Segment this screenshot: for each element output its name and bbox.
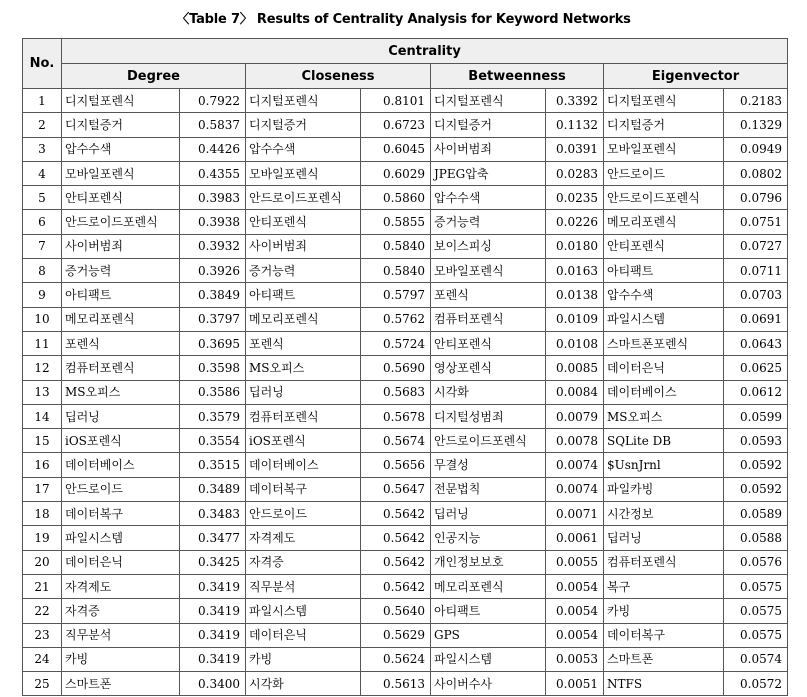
betweenness-keyword: 딥러닝 xyxy=(431,502,546,526)
closeness-keyword: MS오피스 xyxy=(246,356,361,380)
eigenvector-keyword: 카빙 xyxy=(604,599,724,623)
eigenvector-value: 0.0703 xyxy=(724,283,788,307)
degree-value: 0.3849 xyxy=(180,283,246,307)
betweenness-keyword: JPEG압축 xyxy=(431,161,546,185)
betweenness-value: 0.0085 xyxy=(546,356,604,380)
degree-keyword: 증거능력 xyxy=(62,259,180,283)
eigenvector-keyword: 메모리포렌식 xyxy=(604,210,724,234)
betweenness-value: 0.0054 xyxy=(546,599,604,623)
row-number: 22 xyxy=(23,599,62,623)
eigenvector-keyword: 안드로이드 xyxy=(604,161,724,185)
betweenness-value: 0.0108 xyxy=(546,331,604,355)
closeness-value: 0.6045 xyxy=(361,137,431,161)
closeness-value: 0.5656 xyxy=(361,453,431,477)
eigenvector-value: 0.1329 xyxy=(724,113,788,137)
eigenvector-value: 0.0711 xyxy=(724,259,788,283)
row-number: 6 xyxy=(23,210,62,234)
degree-keyword: 디지털증거 xyxy=(62,113,180,137)
closeness-keyword: 직무분석 xyxy=(246,574,361,598)
eigenvector-value: 0.0599 xyxy=(724,404,788,428)
degree-keyword: 디지털포렌식 xyxy=(62,89,180,113)
degree-keyword: MS오피스 xyxy=(62,380,180,404)
betweenness-keyword: 압수수색 xyxy=(431,186,546,210)
betweenness-keyword: 메모리포렌식 xyxy=(431,574,546,598)
betweenness-value: 0.0053 xyxy=(546,647,604,671)
row-number: 21 xyxy=(23,574,62,598)
table-row xyxy=(23,186,788,210)
eigenvector-keyword: 스마트폰 xyxy=(604,647,724,671)
degree-keyword: 아티팩트 xyxy=(62,283,180,307)
row-number: 14 xyxy=(23,404,62,428)
betweenness-value: 0.0283 xyxy=(546,161,604,185)
closeness-value: 0.5624 xyxy=(361,647,431,671)
eigenvector-value: 0.0575 xyxy=(724,574,788,598)
closeness-value: 0.6723 xyxy=(361,113,431,137)
betweenness-value: 0.0054 xyxy=(546,623,604,647)
degree-value: 0.7922 xyxy=(180,89,246,113)
betweenness-keyword: 디지털포렌식 xyxy=(431,89,546,113)
degree-keyword: 안티포렌식 xyxy=(62,186,180,210)
row-number: 16 xyxy=(23,453,62,477)
closeness-keyword: 안드로이드포렌식 xyxy=(246,186,361,210)
betweenness-keyword: 디지털성범죄 xyxy=(431,404,546,428)
row-number: 23 xyxy=(23,623,62,647)
closeness-value: 0.5724 xyxy=(361,331,431,355)
betweenness-keyword: 증거능력 xyxy=(431,210,546,234)
eigenvector-value: 0.0575 xyxy=(724,623,788,647)
betweenness-keyword: GPS xyxy=(431,623,546,647)
degree-value: 0.3419 xyxy=(180,574,246,598)
closeness-keyword: 증거능력 xyxy=(246,259,361,283)
degree-keyword: 파일시스템 xyxy=(62,526,180,550)
eigenvector-keyword: 데이터복구 xyxy=(604,623,724,647)
degree-keyword: 데이터은닉 xyxy=(62,550,180,574)
closeness-value: 0.5642 xyxy=(361,550,431,574)
header-betweenness: Betweenness xyxy=(431,64,604,89)
table-row xyxy=(23,380,788,404)
table-row xyxy=(23,574,788,598)
table-row xyxy=(23,526,788,550)
degree-value: 0.3477 xyxy=(180,526,246,550)
betweenness-value: 0.0074 xyxy=(546,453,604,477)
betweenness-keyword: 안드로이드포렌식 xyxy=(431,429,546,453)
row-number: 19 xyxy=(23,526,62,550)
row-number: 18 xyxy=(23,502,62,526)
degree-value: 0.3419 xyxy=(180,623,246,647)
closeness-keyword: 디지털증거 xyxy=(246,113,361,137)
eigenvector-value: 0.0588 xyxy=(724,526,788,550)
row-number: 7 xyxy=(23,234,62,258)
degree-keyword: 데이터복구 xyxy=(62,502,180,526)
row-number: 17 xyxy=(23,477,62,501)
table-row xyxy=(23,331,788,355)
closeness-value: 0.5840 xyxy=(361,259,431,283)
betweenness-value: 0.0051 xyxy=(546,672,604,696)
degree-value: 0.3695 xyxy=(180,331,246,355)
row-number: 10 xyxy=(23,307,62,331)
closeness-value: 0.5642 xyxy=(361,526,431,550)
eigenvector-keyword: 디지털포렌식 xyxy=(604,89,724,113)
betweenness-value: 0.0071 xyxy=(546,502,604,526)
closeness-keyword: 카빙 xyxy=(246,647,361,671)
eigenvector-keyword: 아티팩트 xyxy=(604,259,724,283)
table-row xyxy=(23,283,788,307)
table-row xyxy=(23,161,788,185)
closeness-keyword: 포렌식 xyxy=(246,331,361,355)
eigenvector-value: 0.0796 xyxy=(724,186,788,210)
table-row xyxy=(23,647,788,671)
eigenvector-keyword: 안드로이드포렌식 xyxy=(604,186,724,210)
eigenvector-keyword: SQLite DB xyxy=(604,429,724,453)
closeness-value: 0.5855 xyxy=(361,210,431,234)
degree-keyword: 안드로이드 xyxy=(62,477,180,501)
betweenness-value: 0.0391 xyxy=(546,137,604,161)
header-eigenvector: Eigenvector xyxy=(604,64,788,89)
closeness-keyword: 데이터은닉 xyxy=(246,623,361,647)
closeness-keyword: 자격증 xyxy=(246,550,361,574)
closeness-keyword: 사이버범죄 xyxy=(246,234,361,258)
eigenvector-value: 0.0691 xyxy=(724,307,788,331)
closeness-value: 0.8101 xyxy=(361,89,431,113)
betweenness-value: 0.0079 xyxy=(546,404,604,428)
eigenvector-keyword: 모바일포렌식 xyxy=(604,137,724,161)
degree-keyword: 메모리포렌식 xyxy=(62,307,180,331)
degree-value: 0.3579 xyxy=(180,404,246,428)
eigenvector-value: 0.0802 xyxy=(724,161,788,185)
eigenvector-keyword: 안티포렌식 xyxy=(604,234,724,258)
closeness-value: 0.5797 xyxy=(361,283,431,307)
table-row xyxy=(23,623,788,647)
degree-value: 0.3983 xyxy=(180,186,246,210)
betweenness-value: 0.0163 xyxy=(546,259,604,283)
closeness-keyword: 메모리포렌식 xyxy=(246,307,361,331)
degree-value: 0.4355 xyxy=(180,161,246,185)
betweenness-keyword: 아티팩트 xyxy=(431,599,546,623)
eigenvector-value: 0.0575 xyxy=(724,599,788,623)
closeness-keyword: iOS포렌식 xyxy=(246,429,361,453)
betweenness-value: 0.0180 xyxy=(546,234,604,258)
betweenness-value: 0.0074 xyxy=(546,477,604,501)
eigenvector-keyword: 데이터베이스 xyxy=(604,380,724,404)
row-number: 5 xyxy=(23,186,62,210)
degree-value: 0.3554 xyxy=(180,429,246,453)
eigenvector-value: 0.2183 xyxy=(724,89,788,113)
betweenness-keyword: 무결성 xyxy=(431,453,546,477)
eigenvector-keyword: NTFS xyxy=(604,672,724,696)
table-row xyxy=(23,356,788,380)
degree-keyword: 포렌식 xyxy=(62,331,180,355)
eigenvector-keyword: 복구 xyxy=(604,574,724,598)
closeness-keyword: 딥러닝 xyxy=(246,380,361,404)
betweenness-value: 0.0084 xyxy=(546,380,604,404)
betweenness-keyword: 보이스피싱 xyxy=(431,234,546,258)
betweenness-value: 0.0078 xyxy=(546,429,604,453)
degree-value: 0.3400 xyxy=(180,672,246,696)
eigenvector-keyword: 파일카빙 xyxy=(604,477,724,501)
betweenness-value: 0.0109 xyxy=(546,307,604,331)
eigenvector-value: 0.0574 xyxy=(724,647,788,671)
closeness-value: 0.5613 xyxy=(361,672,431,696)
closeness-value: 0.5674 xyxy=(361,429,431,453)
closeness-value: 0.5647 xyxy=(361,477,431,501)
closeness-keyword: 파일시스템 xyxy=(246,599,361,623)
eigenvector-value: 0.0592 xyxy=(724,477,788,501)
table-row xyxy=(23,672,788,696)
betweenness-keyword: 사이버수사 xyxy=(431,672,546,696)
eigenvector-value: 0.0612 xyxy=(724,380,788,404)
betweenness-keyword: 안티포렌식 xyxy=(431,331,546,355)
degree-value: 0.3419 xyxy=(180,647,246,671)
table-body xyxy=(23,89,788,696)
degree-value: 0.3932 xyxy=(180,234,246,258)
betweenness-keyword: 사이버범죄 xyxy=(431,137,546,161)
degree-value: 0.3797 xyxy=(180,307,246,331)
closeness-keyword: 자격제도 xyxy=(246,526,361,550)
eigenvector-keyword: MS오피스 xyxy=(604,404,724,428)
betweenness-keyword: 모바일포렌식 xyxy=(431,259,546,283)
closeness-value: 0.5690 xyxy=(361,356,431,380)
table-row xyxy=(23,477,788,501)
eigenvector-value: 0.0949 xyxy=(724,137,788,161)
degree-value: 0.4426 xyxy=(180,137,246,161)
closeness-value: 0.5629 xyxy=(361,623,431,647)
betweenness-keyword: 전문법칙 xyxy=(431,477,546,501)
degree-value: 0.3586 xyxy=(180,380,246,404)
betweenness-keyword: 영상포렌식 xyxy=(431,356,546,380)
degree-value: 0.3489 xyxy=(180,477,246,501)
closeness-keyword: 모바일포렌식 xyxy=(246,161,361,185)
degree-keyword: 자격증 xyxy=(62,599,180,623)
degree-value: 0.3515 xyxy=(180,453,246,477)
table-row xyxy=(23,113,788,137)
row-number: 3 xyxy=(23,137,62,161)
table-row xyxy=(23,453,788,477)
table-row xyxy=(23,502,788,526)
betweenness-value: 0.0061 xyxy=(546,526,604,550)
closeness-keyword: 디지털포렌식 xyxy=(246,89,361,113)
row-number: 4 xyxy=(23,161,62,185)
closeness-value: 0.5640 xyxy=(361,599,431,623)
centrality-table xyxy=(22,38,788,696)
eigenvector-value: 0.0727 xyxy=(724,234,788,258)
degree-keyword: 컴퓨터포렌식 xyxy=(62,356,180,380)
degree-keyword: 딥러닝 xyxy=(62,404,180,428)
eigenvector-keyword: 스마트폰포렌식 xyxy=(604,331,724,355)
table-row xyxy=(23,234,788,258)
eigenvector-value: 0.0751 xyxy=(724,210,788,234)
betweenness-keyword: 디지털증거 xyxy=(431,113,546,137)
betweenness-value: 0.0235 xyxy=(546,186,604,210)
row-number: 15 xyxy=(23,429,62,453)
closeness-value: 0.5642 xyxy=(361,502,431,526)
table-row xyxy=(23,550,788,574)
table-row xyxy=(23,307,788,331)
closeness-value: 0.5678 xyxy=(361,404,431,428)
eigenvector-value: 0.0643 xyxy=(724,331,788,355)
eigenvector-value: 0.0592 xyxy=(724,453,788,477)
closeness-keyword: 데이터복구 xyxy=(246,477,361,501)
table-title: 〈Table 7〉 Results of Centrality Analysis for Keyword Networks xyxy=(176,12,631,27)
table-row xyxy=(23,210,788,234)
closeness-value: 0.5840 xyxy=(361,234,431,258)
degree-keyword: 카빙 xyxy=(62,647,180,671)
table-row xyxy=(23,404,788,428)
betweenness-value: 0.1132 xyxy=(546,113,604,137)
row-number: 13 xyxy=(23,380,62,404)
degree-value: 0.3425 xyxy=(180,550,246,574)
header-no: No. xyxy=(23,39,62,89)
table-row xyxy=(23,599,788,623)
closeness-keyword: 데이터베이스 xyxy=(246,453,361,477)
degree-value: 0.3926 xyxy=(180,259,246,283)
closeness-keyword: 아티팩트 xyxy=(246,283,361,307)
closeness-keyword: 컴퓨터포렌식 xyxy=(246,404,361,428)
betweenness-keyword: 시각화 xyxy=(431,380,546,404)
eigenvector-keyword: 컴퓨터포렌식 xyxy=(604,550,724,574)
table-row xyxy=(23,429,788,453)
eigenvector-keyword: 파일시스템 xyxy=(604,307,724,331)
betweenness-keyword: 포렌식 xyxy=(431,283,546,307)
row-number: 25 xyxy=(23,672,62,696)
row-number: 8 xyxy=(23,259,62,283)
eigenvector-value: 0.0572 xyxy=(724,672,788,696)
degree-keyword: 사이버범죄 xyxy=(62,234,180,258)
eigenvector-value: 0.0625 xyxy=(724,356,788,380)
degree-value: 0.5837 xyxy=(180,113,246,137)
closeness-keyword: 안티포렌식 xyxy=(246,210,361,234)
degree-keyword: 자격제도 xyxy=(62,574,180,598)
eigenvector-keyword: 디지털증거 xyxy=(604,113,724,137)
degree-value: 0.3938 xyxy=(180,210,246,234)
degree-keyword: 직무분석 xyxy=(62,623,180,647)
degree-keyword: 스마트폰 xyxy=(62,672,180,696)
closeness-keyword: 시각화 xyxy=(246,672,361,696)
betweenness-keyword: 개인정보보호 xyxy=(431,550,546,574)
betweenness-value: 0.0226 xyxy=(546,210,604,234)
betweenness-value: 0.3392 xyxy=(546,89,604,113)
degree-keyword: 안드로이드포렌식 xyxy=(62,210,180,234)
eigenvector-keyword: 딥러닝 xyxy=(604,526,724,550)
row-number: 1 xyxy=(23,89,62,113)
row-number: 12 xyxy=(23,356,62,380)
row-number: 11 xyxy=(23,331,62,355)
degree-value: 0.3598 xyxy=(180,356,246,380)
eigenvector-keyword: 시간정보 xyxy=(604,502,724,526)
degree-keyword: iOS포렌식 xyxy=(62,429,180,453)
degree-keyword: 모바일포렌식 xyxy=(62,161,180,185)
table-row xyxy=(23,89,788,113)
betweenness-value: 0.0138 xyxy=(546,283,604,307)
degree-keyword: 데이터베이스 xyxy=(62,453,180,477)
degree-keyword: 압수수색 xyxy=(62,137,180,161)
degree-value: 0.3419 xyxy=(180,599,246,623)
betweenness-value: 0.0054 xyxy=(546,574,604,598)
eigenvector-value: 0.0589 xyxy=(724,502,788,526)
closeness-keyword: 안드로이드 xyxy=(246,502,361,526)
closeness-keyword: 압수수색 xyxy=(246,137,361,161)
closeness-value: 0.5683 xyxy=(361,380,431,404)
header-closeness: Closeness xyxy=(246,64,431,89)
betweenness-keyword: 파일시스템 xyxy=(431,647,546,671)
eigenvector-keyword: 압수수색 xyxy=(604,283,724,307)
betweenness-keyword: 컴퓨터포렌식 xyxy=(431,307,546,331)
header-centrality: Centrality xyxy=(62,39,788,64)
betweenness-keyword: 인공지능 xyxy=(431,526,546,550)
closeness-value: 0.5860 xyxy=(361,186,431,210)
closeness-value: 0.6029 xyxy=(361,161,431,185)
degree-value: 0.3483 xyxy=(180,502,246,526)
row-number: 24 xyxy=(23,647,62,671)
header-degree: Degree xyxy=(62,64,246,89)
eigenvector-value: 0.0576 xyxy=(724,550,788,574)
row-number: 2 xyxy=(23,113,62,137)
table-row xyxy=(23,137,788,161)
eigenvector-keyword: 데이터은닉 xyxy=(604,356,724,380)
closeness-value: 0.5762 xyxy=(361,307,431,331)
table-row xyxy=(23,259,788,283)
closeness-value: 0.5642 xyxy=(361,574,431,598)
eigenvector-value: 0.0593 xyxy=(724,429,788,453)
betweenness-value: 0.0055 xyxy=(546,550,604,574)
row-number: 20 xyxy=(23,550,62,574)
eigenvector-keyword: $UsnJrnl xyxy=(604,453,724,477)
row-number: 9 xyxy=(23,283,62,307)
